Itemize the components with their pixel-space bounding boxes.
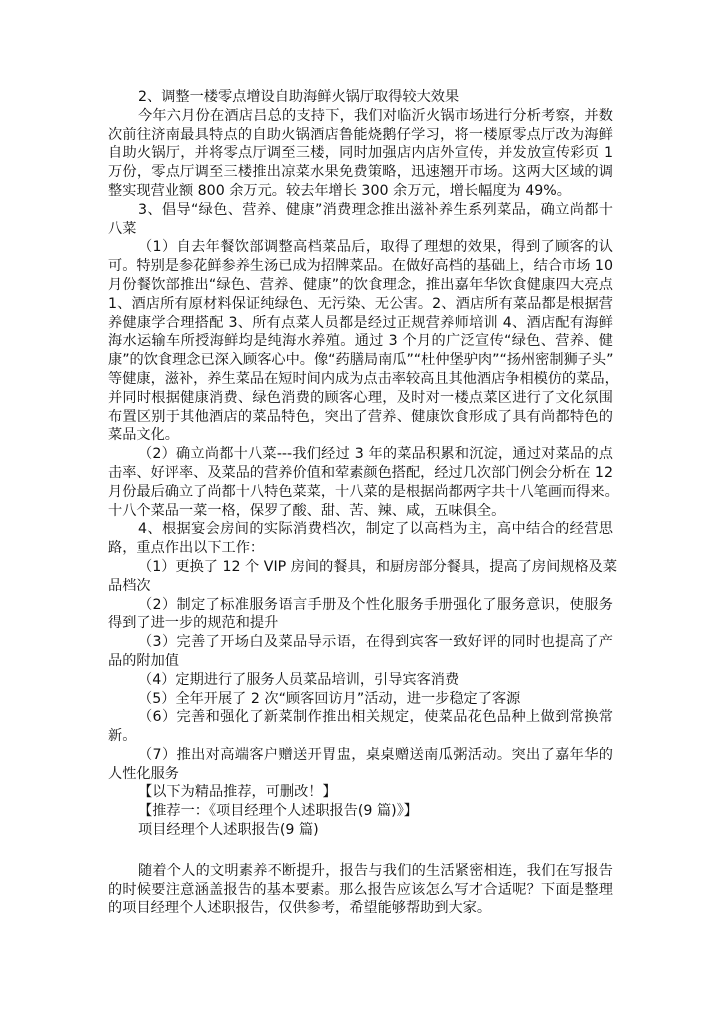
paragraph xyxy=(108,445,619,520)
paragraph xyxy=(108,238,619,445)
text-line: 月份餐饮部推出“绿色、营养、健康”的饮食理念，推出嘉年华饮食健康四大亮点 xyxy=(108,276,613,293)
paragraph xyxy=(108,633,613,671)
text-line: 月份最后确立了尚都十八特色菜菜，十八菜的是根据尚都两字共十八笔画而得来。 xyxy=(108,483,619,500)
text-line: 今年六月份在酒店吕总的支持下，我们对临沂火锅市场进行分析考察，并数 xyxy=(138,107,613,124)
text-line: 并同时根据健康消费、绿色消费的顾客心理，及时对一楼点菜区进行了文化氛围 xyxy=(108,389,613,406)
text-line: 项目经理个人述职报告(9 篇) xyxy=(138,822,319,839)
text-line: 3、倡导“绿色、营养、健康”消费理念推出滋补养生系列菜品，确立尚都十 xyxy=(138,201,613,218)
text-line: （7）推出对高端客户赠送开胃盅，桌桌赠送南瓜粥活动。突出了嘉年华的 xyxy=(138,746,613,763)
text-line: 万份，零点厅调至三楼推出凉菜水果免费策略，迅速翘开市场。这两大区域的调 xyxy=(108,164,613,181)
text-line: 4、根据宴会房间的实际消费档次，制定了以高档为主，高中结合的经营思 xyxy=(138,521,613,538)
text-line: 等健康，滋补，养生菜品在短时间内成为点击率较高且其他酒店争相模仿的菜品， xyxy=(108,370,619,387)
paragraph xyxy=(108,708,613,746)
paragraph xyxy=(108,690,613,709)
text-line: 十八个菜品一菜一格，保罗了酸、甜、苦、辣、咸，五味俱全。 xyxy=(108,502,506,519)
text-line: 品的附加值 xyxy=(108,652,179,669)
text-line: 新。 xyxy=(108,728,137,745)
document-body xyxy=(108,88,619,918)
text-line: （1）自去年餐饮部调整高档菜品后，取得了理想的效果，得到了顾客的认 xyxy=(138,239,613,256)
text-line: 得到了进一步的规范和提升 xyxy=(108,615,279,632)
paragraph xyxy=(108,821,613,840)
text-line: 路，重点作出以下工作： xyxy=(108,540,265,557)
text-line: （2）确立尚都十八菜---我们经过 3 年的菜品积累和沉淀，通过对菜品的点 xyxy=(138,446,613,463)
text-line: （2）制定了标准服务语言手册及个性化服务手册强化了服务意识，使服务 xyxy=(138,596,613,613)
text-line: 养健康学合理搭配 3、所有点菜人员都是经过正规营养师培训 4、酒店配有海鲜 xyxy=(108,314,613,331)
text-line: 【推荐一：《项目经理个人述职报告(9 篇)》】 xyxy=(138,803,418,820)
text-line: 随着个人的文明素养不断提升，报告与我们的生活紧密相连，我们在写报告 xyxy=(138,862,613,879)
text-line: （1）更换了 12 个 VIP 房间的餐具，和厨房部分餐具，提高了房间规格及菜 xyxy=(138,558,618,575)
text-line: 击率、好评率、及菜品的营养价值和荤素颜色搭配，经过几次部门例会分析在 12 xyxy=(108,464,613,481)
text-line: （5）全年开展了 2 次“顾客回访月”活动，进一步稳定了客源 xyxy=(138,690,521,707)
paragraph xyxy=(108,201,613,239)
text-line: 可。特别是参花鲜参养生汤已成为招牌菜品。在做好高档的基础上，结合市场 10 xyxy=(108,258,613,275)
text-line: 整实现营业额 800 余万元。较去年增长 300 余万元，增长幅度为 49%。 xyxy=(108,182,571,199)
text-line: 菜品文化。 xyxy=(108,427,179,444)
text-line: 布置区别于其他酒店的菜品特色，突出了营养、健康饮食形成了具有尚都特色的 xyxy=(108,408,613,425)
paragraph xyxy=(108,802,613,821)
text-line: 的项目经理个人述职报告，仅供参考，希望能够帮助到大家。 xyxy=(108,900,492,917)
paragraph xyxy=(108,520,613,558)
text-line: 康”的饮食理念已深入顾客心中。像“药膳局南瓜”“杜仲堡驴肉”“扬州密制狮子头” xyxy=(108,352,614,369)
paragraph xyxy=(108,596,613,634)
text-line: （3）完善了开场白及菜品导示语，在得到宾客一致好评的同时也提高了产 xyxy=(138,634,613,651)
paragraph xyxy=(108,862,613,918)
text-line: 海水运输车所授海鲜均是纯海水养殖。通过 3 个月的广泛宣传“绿色、营养、健 xyxy=(108,333,613,350)
text-line: （6）完善和强化了新菜制作推出相关规定，使菜品花色品种上做到常换常 xyxy=(138,709,613,726)
paragraph xyxy=(108,88,613,107)
text-line: 品档次 xyxy=(108,577,151,594)
text-line: 人性化服务 xyxy=(108,765,179,782)
text-line: 1、酒店所有原材料保证纯绿色、无污染、无公害。2、酒店所有菜品都是根据营 xyxy=(108,295,613,312)
text-line: 次前往济南最具特点的自助火锅酒店鲁能烧鹅仔学习，将一楼原零点厅改为海鲜 xyxy=(108,126,613,143)
text-line: 八菜 xyxy=(108,220,137,237)
paragraph xyxy=(108,746,613,784)
paragraph xyxy=(108,558,618,596)
text-line: 的时候要注意涵盖报告的基本要素。那么报告应该怎么写才合适呢？下面是整理 xyxy=(108,881,613,898)
paragraph xyxy=(108,671,613,690)
paragraph xyxy=(108,107,613,201)
paragraph-spacer xyxy=(108,840,613,862)
text-line: 2、调整一楼零点增设自助海鲜火锅厅取得较大效果 xyxy=(138,89,460,105)
text-line: 【以下为精品推荐，可删改！】 xyxy=(138,784,337,801)
text-line: 自助火锅厅，并将零点厅调至三楼，同时加强店内店外宣传，并发放宣传彩页 1 xyxy=(108,145,613,162)
text-line: （4）定期进行了服务人员菜品培训，引导宾客消费 xyxy=(138,671,460,688)
paragraph xyxy=(108,783,613,802)
